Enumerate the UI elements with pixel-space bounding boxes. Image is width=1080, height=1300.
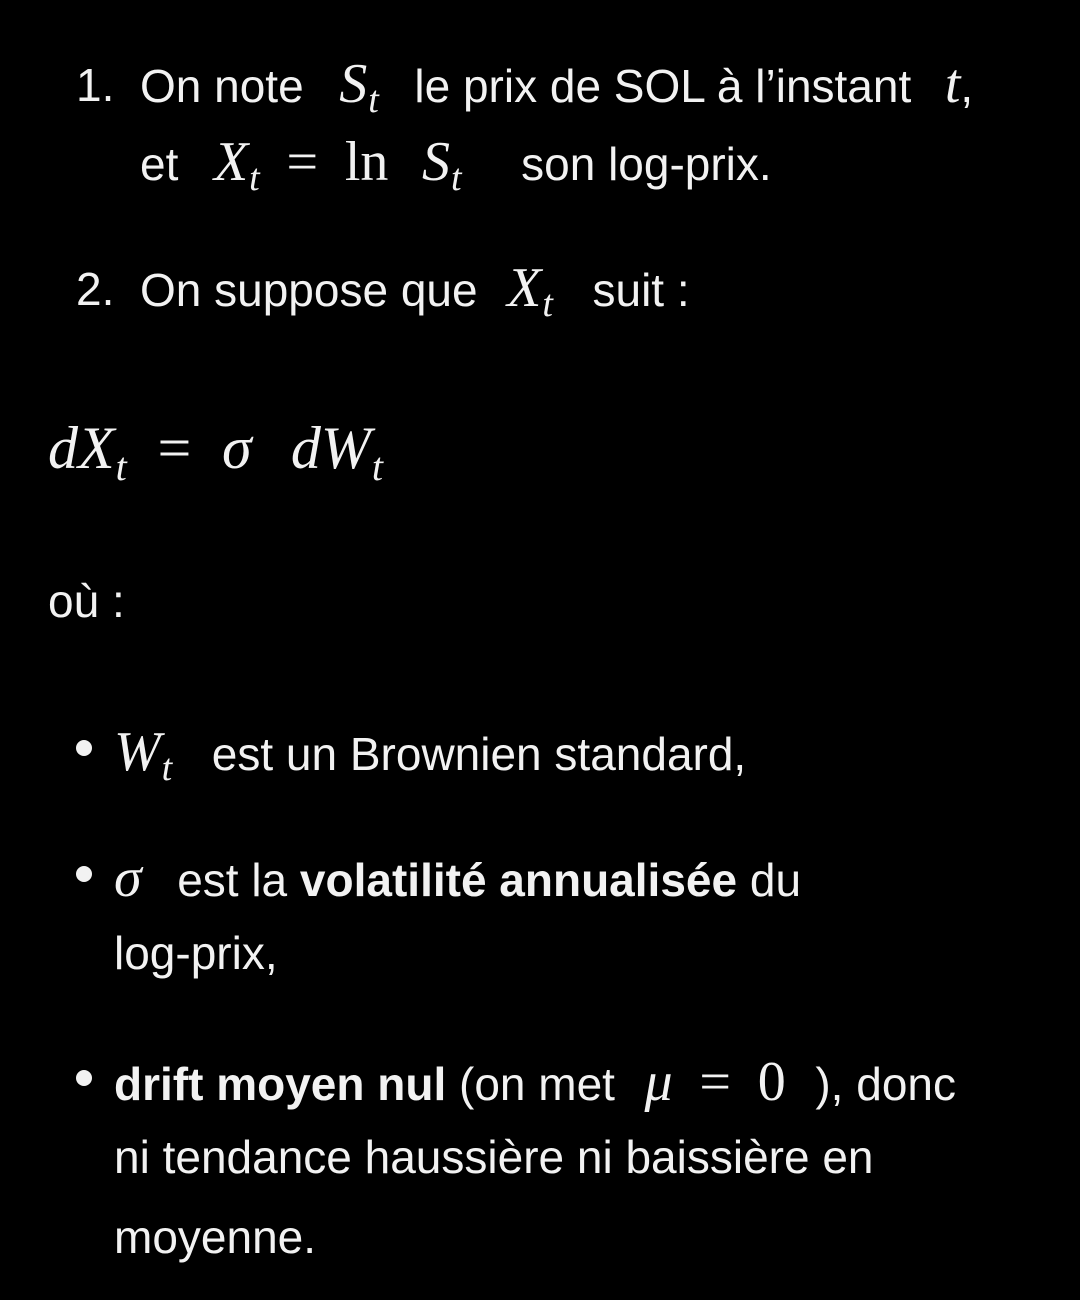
- item1-text-b: le prix de SOL à l’instant: [414, 60, 912, 112]
- equals-sign: =: [699, 1051, 732, 1113]
- bullet-dot: [76, 1070, 92, 1086]
- symbol-S2-sub: t: [451, 157, 462, 199]
- bullet2-text-a: est la: [177, 854, 288, 906]
- symbol-W: W: [114, 721, 161, 783]
- bullet2-line2: log-prix,: [114, 927, 278, 979]
- bullet2-line1: [114, 847, 802, 909]
- item2-text-a: On suppose que: [140, 264, 478, 316]
- symbol-mu: μ: [644, 1051, 673, 1113]
- bullet1-text: est un Brownien standard,: [211, 728, 747, 780]
- symbol-S2: S: [422, 131, 450, 193]
- bullet-dot: [76, 740, 92, 756]
- eq-equals: =: [157, 415, 192, 481]
- item1-text-d: son log-prix.: [521, 138, 772, 190]
- eq-dX-sub: t: [115, 444, 127, 489]
- symbol-t: t: [944, 53, 961, 115]
- bullet2-bold: volatilité annualisée: [299, 854, 738, 906]
- bullet3-line2: ni tendance haussière ni baissière en: [114, 1131, 874, 1183]
- bullet-dot: [76, 866, 92, 882]
- symbol-sigma: σ: [114, 847, 142, 909]
- ou-label: où :: [48, 575, 125, 627]
- list-number-1: 1.: [76, 59, 115, 111]
- bullet3-line3: moyenne.: [114, 1211, 317, 1263]
- item1-text-c: et: [140, 138, 179, 190]
- eq-dX: dX: [48, 415, 115, 481]
- bullet3-text-a: (on met: [459, 1058, 615, 1110]
- symbol-S-sub: t: [368, 79, 379, 121]
- display-equation: [48, 415, 384, 489]
- bullet3-text-b: ), donc: [815, 1058, 956, 1110]
- bullet3-bold: drift moyen nul: [114, 1058, 447, 1110]
- symbol-W-sub: t: [161, 747, 173, 789]
- symbol-X: X: [213, 131, 249, 193]
- symbol-X-sub: t: [542, 283, 553, 325]
- bullet1-line1: [114, 721, 747, 789]
- symbol-X-sub: t: [249, 157, 260, 199]
- item1-comma: ,: [960, 60, 974, 112]
- symbol-zero: 0: [757, 1051, 786, 1113]
- ln-operator: ln: [344, 131, 389, 193]
- bullet2-text-b: du: [749, 854, 802, 906]
- item1-text-a: On note: [140, 60, 304, 112]
- symbol-S: S: [339, 53, 368, 115]
- eq-dW: dW: [290, 415, 371, 481]
- eq-dW-sub: t: [371, 444, 384, 489]
- list-number-2: 2.: [76, 263, 115, 315]
- item1-line1: [140, 53, 974, 121]
- eq-sigma: σ: [221, 415, 252, 481]
- symbol-X: X: [507, 257, 542, 319]
- equals-sign: =: [286, 131, 319, 193]
- item2-text-b: suit :: [592, 264, 690, 316]
- item1-line2: [140, 131, 772, 199]
- item2-line1: [140, 257, 690, 325]
- bullet3-line1: [114, 1051, 956, 1113]
